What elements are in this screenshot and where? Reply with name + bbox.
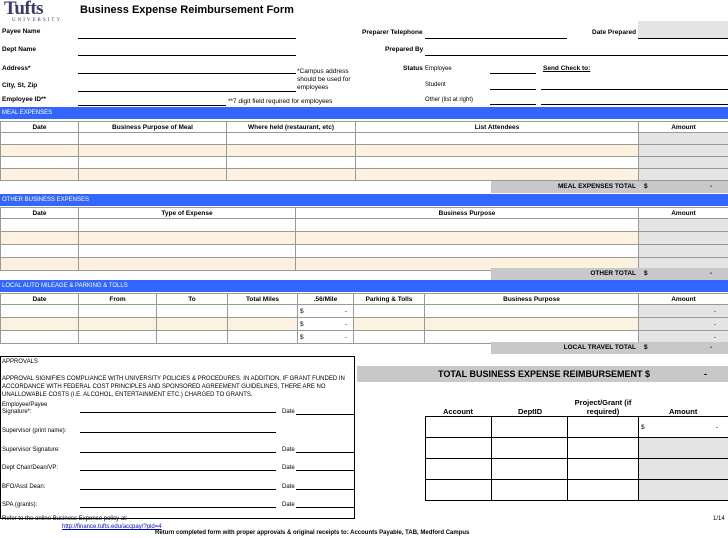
address-note: *Campus address should be used for employees: [297, 68, 351, 91]
address-label: Address*: [2, 65, 31, 72]
grand-total-currency: $: [645, 369, 651, 379]
table-row: [1, 305, 728, 318]
send-check-line-2[interactable]: [541, 94, 728, 105]
employee-date-label: Date: [282, 409, 295, 415]
other-header-row: [1, 208, 728, 219]
policy-text: Refer to the online Business Expense policy at:: [2, 516, 128, 522]
row-amount: -: [713, 320, 716, 328]
bfo-field[interactable]: [80, 489, 276, 490]
auto-total-label: LOCAL TRAVEL TOTAL: [563, 344, 636, 351]
employee-id-field[interactable]: [78, 95, 226, 106]
approvals-title: APPROVALS: [2, 359, 38, 365]
return-instructions: Return completed form with proper approvals & original receipts to: Accounts Payable, TAB, Medford Campus: [155, 530, 470, 536]
table-row: [1, 232, 728, 245]
status-student-label: Student: [425, 82, 446, 88]
logo: [4, 0, 62, 24]
auto-col-date: Date: [1, 294, 79, 305]
date-prepared-label: Date Prepared: [592, 29, 637, 36]
other-col-type: Type of Expense: [79, 208, 296, 219]
auto-col-miles: Total Miles: [228, 294, 298, 305]
table-row: [1, 245, 728, 258]
other-col-amount: Amount: [639, 208, 728, 219]
bfo-date-field[interactable]: [296, 489, 354, 490]
table-row: [1, 318, 728, 331]
rate-currency: $: [300, 320, 304, 328]
preparer-telephone-field[interactable]: [425, 28, 567, 39]
status-other-label: Other (list at right): [425, 97, 474, 103]
dept-chair-date-field[interactable]: [296, 470, 354, 471]
meal-total-row: [491, 181, 728, 193]
account-col-header: Account: [443, 407, 473, 416]
employee-id-note: **7 digit field required for employees: [228, 98, 333, 105]
spa-field[interactable]: [80, 507, 276, 508]
meal-section-header: MEAL EXPENSES: [0, 107, 728, 119]
rate-value: -: [344, 307, 347, 315]
table-row: [1, 145, 728, 157]
account-table: [425, 416, 728, 501]
date-prepared-field[interactable]: [638, 21, 728, 39]
dept-name-field[interactable]: [78, 45, 296, 56]
send-check-label: Send Check to:: [543, 65, 591, 72]
page-number: 1/14: [713, 516, 725, 522]
dept-chair-label: Dept Chair/Dean/VP:: [2, 465, 59, 471]
status-employee-field[interactable]: [490, 63, 536, 74]
bfo-date-label: Date: [282, 484, 295, 490]
prepared-by-field[interactable]: [425, 45, 728, 56]
meal-col-amount: Amount: [639, 122, 728, 133]
spa-date-label: Date: [282, 502, 295, 508]
auto-table: [0, 293, 728, 344]
supervisor-date-label: Date: [282, 447, 295, 453]
employee-signature-label: Employee/Payee Signature*:: [2, 402, 48, 415]
other-section-header: OTHER BUSINESS EXPENSES: [0, 194, 728, 206]
auto-col-purpose: Business Purpose: [425, 294, 639, 305]
city-label: City, St, Zip: [2, 82, 38, 89]
other-total-row: [491, 268, 728, 280]
spa-label: SPA (grants):: [2, 502, 38, 508]
meal-col-purpose: Business Purpose of Meal: [79, 122, 227, 133]
rate-currency: $: [300, 307, 304, 315]
other-total-currency: $: [644, 270, 648, 277]
amount-col-header: Amount: [669, 407, 698, 416]
meal-total-currency: $: [644, 183, 648, 190]
meal-total-label: MEAL EXPENSES TOTAL: [557, 183, 636, 190]
employee-signature-field[interactable]: [80, 412, 276, 413]
rate-value: -: [344, 333, 347, 341]
payee-name-label: Payee Name: [2, 28, 41, 35]
other-total-value: -: [709, 270, 712, 277]
table-row: [426, 417, 728, 438]
table-row: [1, 133, 728, 145]
status-label: Status: [403, 65, 423, 72]
other-total-label: OTHER TOTAL: [590, 270, 636, 277]
auto-section-header: LOCAL AUTO MILEAGE & PARKING & TOLLS: [0, 280, 728, 292]
dept-name-label: Dept Name: [2, 46, 36, 53]
address-field[interactable]: [78, 63, 296, 74]
auto-col-amount: Amount: [639, 294, 728, 305]
account-amount-value: -: [715, 423, 718, 431]
auto-total-row: [491, 342, 728, 354]
auto-total-value: -: [709, 344, 712, 351]
supervisor-signature-field[interactable]: [80, 452, 276, 453]
send-check-line-1[interactable]: [541, 79, 728, 90]
grand-total-value: -: [704, 369, 707, 379]
meal-col-where: Where held (restaurant, etc): [227, 122, 356, 133]
status-student-field[interactable]: [490, 79, 536, 90]
table-row: [1, 169, 728, 181]
grand-total-label: TOTAL BUSINESS EXPENSE REIMBURSEMENT: [438, 369, 643, 379]
dept-chair-date-label: Date: [282, 465, 295, 471]
logo-sub: UNIVERSITY: [12, 18, 62, 23]
logo-word: Tufts: [4, 0, 44, 19]
dept-chair-field[interactable]: [80, 470, 276, 471]
row-amount: -: [713, 333, 716, 341]
spa-date-field[interactable]: [296, 507, 354, 508]
meal-header-row: [1, 122, 728, 133]
supervisor-print-label: Supervisor (print name):: [2, 428, 67, 434]
meal-col-attendees: List Attendees: [356, 122, 639, 133]
approvals-statement: APPROVAL SIGNIFIES COMPLIANCE WITH UNIVERSITY POLICIES & PROCEDURES. IN ADDITION, IF GRANT FUNDED IN ACCORDANCE WITH FEDERAL COST PRINCIPLES AND SPONSORED AGREEMENT GUIDELINES, THERE ARE NO UNALLOWABLE COSTS (I.E. ALCOHOL, ENTERTAINMENT ETC.) CHARGED TO GRANTS.: [2, 376, 345, 398]
prepared-by-label: Prepared By: [385, 46, 424, 53]
status-other-field[interactable]: [490, 94, 536, 105]
meal-total-value: -: [709, 183, 712, 190]
table-row: [426, 438, 728, 459]
other-col-purpose: Business Purpose: [296, 208, 639, 219]
bfo-label: BFO/Asst Dean:: [2, 484, 46, 490]
auto-header-row: [1, 294, 728, 305]
auto-col-parking: Parking & Tolls: [354, 294, 425, 305]
policy-link[interactable]: http://finance.tufts.edu/accpay/?pid=4: [62, 524, 162, 530]
supervisor-signature-label: Supervisor Signature:: [2, 447, 60, 453]
auto-col-from: From: [79, 294, 157, 305]
table-row: [1, 219, 728, 232]
account-amount-currency: $: [641, 423, 645, 431]
payee-name-field[interactable]: [78, 28, 296, 39]
auto-col-to: To: [157, 294, 228, 305]
other-table: [0, 207, 728, 271]
meal-table: [0, 121, 728, 181]
row-amount: -: [713, 307, 716, 315]
supervisor-date-field[interactable]: [296, 452, 354, 453]
status-employee-label: Employee: [425, 66, 452, 72]
auto-col-rate: .56/Mile: [298, 294, 354, 305]
meal-col-date: Date: [1, 122, 79, 133]
deptid-col-header: DeptID: [518, 407, 543, 416]
project-col-header: Project/Grant (if required): [574, 398, 632, 416]
page-title: Business Expense Reimbursement Form: [80, 4, 294, 16]
auto-total-currency: $: [644, 344, 648, 351]
table-row: [426, 480, 728, 501]
table-row: [426, 459, 728, 480]
employee-date-field[interactable]: [296, 414, 354, 415]
city-field[interactable]: [78, 81, 296, 92]
rate-value: -: [344, 320, 347, 328]
other-col-date: Date: [1, 208, 79, 219]
supervisor-print-field[interactable]: [80, 432, 276, 433]
table-row: [1, 157, 728, 169]
rate-currency: $: [300, 333, 304, 341]
preparer-telephone-label: Preparer Telephone: [362, 29, 423, 36]
employee-id-label: Employee ID**: [2, 96, 47, 103]
